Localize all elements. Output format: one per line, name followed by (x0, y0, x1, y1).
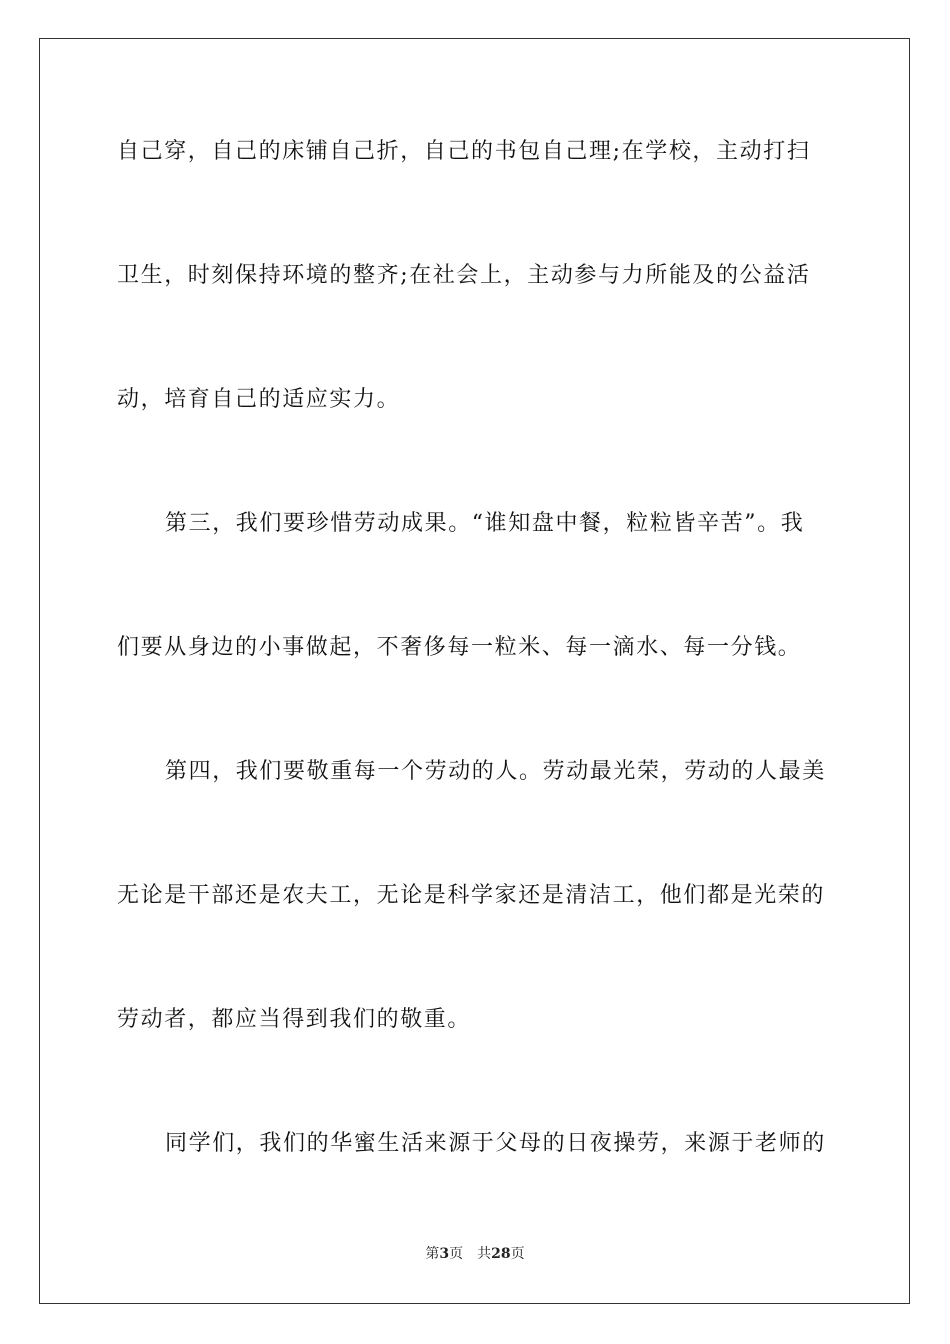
body-text-line: 自己穿，自己的床铺自己折，自己的书包自己理;在学校，主动打扫 (117, 139, 811, 164)
footer-total-pages: 28 (491, 1246, 511, 1262)
footer-page-suffix: 页 (449, 1246, 464, 1262)
body-text-line: 们要从身边的小事做起，不奢侈每一粒米、每一滴水、每一分钱。 (117, 635, 802, 660)
footer-total-prefix: 共 (477, 1246, 492, 1262)
body-text-line: 动，培育自己的适应实力。 (117, 387, 401, 412)
body-text-line: 劳动者，都应当得到我们的敬重。 (117, 1007, 472, 1032)
paragraph-first-line: 第三，我们要珍惜劳动成果。“谁知盘中餐，粒粒皆辛苦”。我 (165, 511, 805, 536)
body-text-line: 卫生，时刻保持环境的整齐;在社会上，主动参与力所能及的公益活 (117, 263, 811, 288)
body-text-line: 无论是干部还是农夫工，无论是科学家还是清洁工，他们都是光荣的 (117, 883, 826, 908)
paragraph-first-line: 同学们，我们的华蜜生活来源于父母的日夜操劳，来源于老师的 (165, 1131, 826, 1156)
footer-page-prefix: 第 (425, 1246, 440, 1262)
paragraph-first-line: 第四，我们要敬重每一个劳动的人。劳动最光荣，劳动的人最美 (165, 759, 826, 784)
footer-page-number: 3 (439, 1246, 450, 1262)
page-border (39, 38, 910, 1304)
footer-total-suffix: 页 (510, 1246, 525, 1262)
page-footer (0, 1244, 950, 1264)
